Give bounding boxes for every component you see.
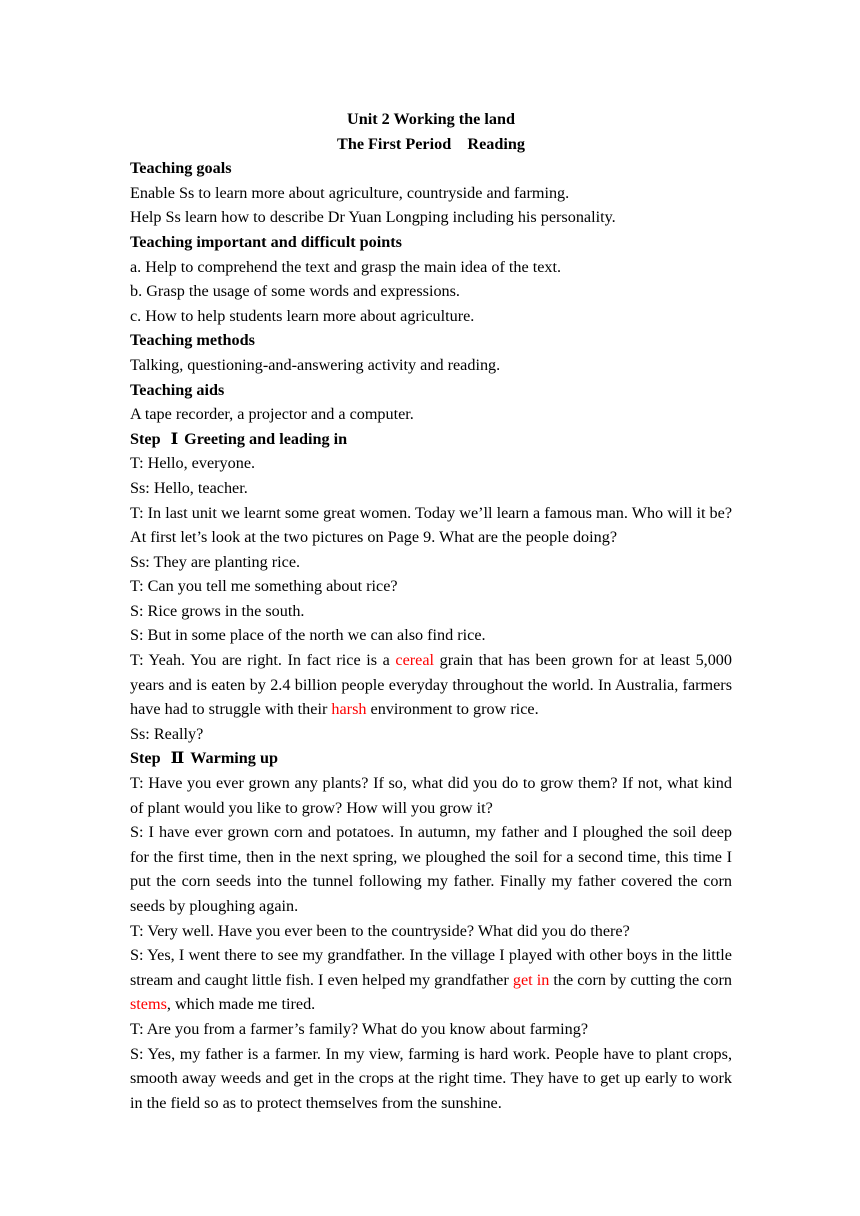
dialogue-answer <box>130 943 732 1017</box>
text-run: environment to grow rice. <box>366 700 539 719</box>
dialogue-question: T: Are you from a farmer’s family? What do you know about farming? <box>130 1019 589 1038</box>
methods-text: Talking, questioning-and-answering activity and reading. <box>130 355 501 374</box>
document-subtitle: The First Period Reading <box>337 134 525 153</box>
highlight-phrase-get-in: get in <box>512 970 550 989</box>
aids-text: A tape recorder, a projector and a computer. <box>130 405 414 424</box>
text-run: the corn by cutting the corn <box>549 970 732 989</box>
point-item: c. How to help students learn more about agriculture. <box>130 306 475 325</box>
dialogue-line: T: In last unit we learnt some great women. Today we’ll learn a famous man. Who will it be? At first let’s look at the two pictures on Page 9. What are the people doing? <box>130 503 732 547</box>
step-numeral: Ⅱ <box>170 749 185 768</box>
points-heading: Teaching important and difficult points <box>130 232 402 251</box>
step-title: Greeting and leading in <box>184 429 348 448</box>
step-numeral: Ⅰ <box>170 429 179 448</box>
dialogue-line: S: Rice grows in the south. <box>130 601 305 620</box>
step-title: Warming up <box>190 749 278 768</box>
text-run: , which made me tired. <box>166 995 316 1014</box>
highlight-word-harsh: harsh <box>331 700 367 719</box>
rice-paragraph <box>130 648 732 722</box>
goal-item: Enable Ss to learn more about agriculture, countryside and farming. <box>130 183 570 202</box>
goals-heading: Teaching goals <box>130 159 232 178</box>
goal-item: Help Ss learn how to describe Dr Yuan Longping including his personality. <box>130 208 616 227</box>
text-run: grain that has been grown for at least 5,000 years and is eaten by 2.4 billion people everyday throughout the world. In Australia, farmers have had to struggle with their <box>130 651 732 719</box>
dialogue-question: T: Have you ever grown any plants? If so, what did you do to grow them? If not, what kind of plant would you like to grow? How will you grow it? <box>130 774 732 817</box>
step-label: Step <box>130 749 161 768</box>
point-item: a. Help to comprehend the text and grasp the main idea of the text. <box>130 257 562 276</box>
highlight-word-stems: stems <box>130 995 167 1014</box>
step-label: Step <box>130 429 161 448</box>
step-2-heading <box>130 746 732 771</box>
dialogue-line: T: Can you tell me something about rice? <box>130 577 398 596</box>
dialogue-line: S: But in some place of the north we can also find rice. <box>130 626 486 645</box>
document-title: Unit 2 Working the land <box>347 110 515 128</box>
dialogue-line: Ss: Hello, teacher. <box>130 478 248 497</box>
dialogue-line: Ss: They are planting rice. <box>130 552 301 571</box>
aids-heading: Teaching aids <box>130 380 225 399</box>
point-item: b. Grasp the usage of some words and expressions. <box>130 282 460 301</box>
dialogue-question: T: Very well. Have you ever been to the countryside? What did you do there? <box>130 921 630 940</box>
methods-heading: Teaching methods <box>130 331 255 350</box>
document-page <box>130 107 732 1115</box>
dialogue-line: T: Hello, everyone. <box>130 454 256 473</box>
step-1-heading <box>130 427 732 452</box>
dialogue-line: Ss: Really? <box>130 724 204 743</box>
dialogue-answer: S: Yes, my father is a farmer. In my view, farming is hard work. People have to plant crops, smooth away weeds and get in the crops at the right time. They have to get up early to work in the field so as to protect themselves from the sunshine. <box>130 1044 732 1112</box>
text-run: T: Yeah. You are right. In fact rice is a <box>130 651 396 670</box>
highlight-word-cereal: cereal <box>395 651 435 670</box>
text-run: S: Yes, I went there to see my grandfather. In the village I played with other boys in the little stream and caught little fish. I even helped my grandfather <box>130 946 732 989</box>
dialogue-answer: S: I have ever grown corn and potatoes. In autumn, my father and I ploughed the soil deep for the first time, then in the next spring, we ploughed the soil for a second time, this time I put the corn seeds into the tunnel following my father. Finally my father covered the corn seeds by ploughing again. <box>130 823 732 915</box>
